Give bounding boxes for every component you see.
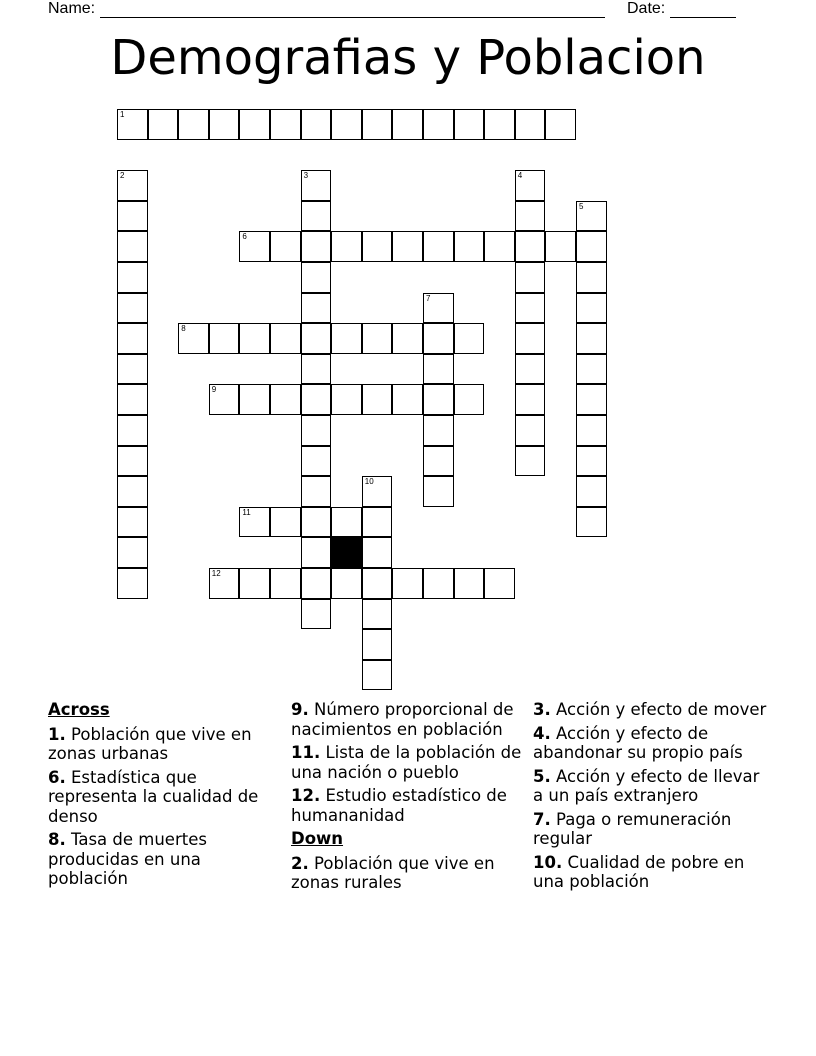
clue-text: Lista de la población de una nación o pueblo <box>291 743 522 782</box>
grid-cell[interactable] <box>576 201 607 232</box>
clue-item <box>533 810 769 849</box>
grid-cell[interactable] <box>362 231 393 262</box>
clue-text: Población que vive en zonas urbanas <box>48 724 252 763</box>
clue-item <box>533 853 769 892</box>
grid-cell[interactable] <box>117 323 148 354</box>
grid-cell[interactable] <box>484 231 515 262</box>
grid-cell[interactable] <box>362 476 393 507</box>
clue-number-label: 9. <box>291 700 309 719</box>
clue-number-label: 3. <box>533 700 551 719</box>
clue-number: 5 <box>579 201 584 211</box>
grid-cell[interactable] <box>301 170 332 201</box>
grid-cell[interactable] <box>301 507 332 538</box>
grid-cell[interactable] <box>270 384 301 415</box>
clue-item <box>533 700 769 720</box>
grid-cell[interactable] <box>545 109 576 140</box>
grid-cell[interactable] <box>117 384 148 415</box>
grid-cell[interactable] <box>392 323 423 354</box>
clue-item <box>291 786 527 825</box>
grid-cell[interactable] <box>515 384 546 415</box>
clue-number-label: 8. <box>48 830 66 849</box>
grid-cell[interactable] <box>301 323 332 354</box>
grid-cell[interactable] <box>117 476 148 507</box>
grid-cell[interactable] <box>392 568 423 599</box>
grid-cell[interactable] <box>239 231 270 262</box>
grid-cell[interactable] <box>117 507 148 538</box>
grid-cell[interactable] <box>362 109 393 140</box>
grid-cell[interactable] <box>301 568 332 599</box>
grid-cell[interactable] <box>301 293 332 324</box>
grid-cell[interactable] <box>545 231 576 262</box>
grid-cell[interactable] <box>515 262 546 293</box>
clue-number: 3 <box>303 171 309 181</box>
clue-text: Acción y efecto de abandonar su propio país <box>533 723 743 762</box>
grid-cell[interactable] <box>239 384 270 415</box>
grid-cell[interactable] <box>270 231 301 262</box>
grid-cell[interactable] <box>515 170 546 201</box>
page-title: Demografias y Poblacion <box>110 30 706 86</box>
grid-cell[interactable] <box>423 323 454 354</box>
grid-cell[interactable] <box>301 599 332 630</box>
grid-cell[interactable] <box>392 384 423 415</box>
grid-cell[interactable] <box>209 323 240 354</box>
grid-cell[interactable] <box>423 476 454 507</box>
grid-cell[interactable] <box>331 507 362 538</box>
grid-cell[interactable] <box>178 323 209 354</box>
section-heading: Across <box>48 700 110 719</box>
grid-cell[interactable] <box>301 201 332 232</box>
grid-cell[interactable] <box>331 323 362 354</box>
grid-cell[interactable] <box>576 415 607 446</box>
grid-cell[interactable] <box>362 507 393 538</box>
grid-cell[interactable] <box>576 262 607 293</box>
grid-cell[interactable] <box>484 109 515 140</box>
grid-cell[interactable] <box>423 109 454 140</box>
clue-number-label: 11. <box>291 743 321 762</box>
clue-number: 2 <box>120 171 125 181</box>
grid-cell[interactable] <box>454 323 485 354</box>
grid-cell[interactable] <box>239 323 270 354</box>
clue-text: Tasa de muertes producidas en una población <box>48 830 207 888</box>
clue-number: 12 <box>211 569 221 578</box>
name-label: Name: <box>48 0 96 17</box>
grid-cell[interactable] <box>117 537 148 568</box>
grid-cell[interactable] <box>209 109 240 140</box>
grid-cell[interactable] <box>423 568 454 599</box>
grid-cell[interactable] <box>576 384 607 415</box>
grid-cell[interactable] <box>423 293 454 324</box>
clue-number-label: 2. <box>291 853 309 873</box>
clue-number-label: 5. <box>533 766 551 786</box>
clue-item <box>291 700 527 739</box>
grid-cell[interactable] <box>117 231 148 262</box>
grid-cell[interactable] <box>239 507 270 538</box>
clue-number: 4 <box>517 171 523 181</box>
grid-cell[interactable] <box>423 231 454 262</box>
grid-cell[interactable] <box>270 323 301 354</box>
grid-cell[interactable] <box>362 568 393 599</box>
grid-cell[interactable] <box>454 568 485 599</box>
grid-cell[interactable] <box>117 170 148 201</box>
grid-cell[interactable] <box>423 446 454 477</box>
clue-column-1 <box>48 700 284 893</box>
clue-column-3 <box>533 700 769 896</box>
grid-cell[interactable] <box>392 109 423 140</box>
clue-number: 10 <box>364 477 374 487</box>
grid-cell[interactable] <box>362 660 393 691</box>
grid-cell[interactable] <box>515 231 546 262</box>
clue-number: 11 <box>242 507 251 517</box>
grid-cell[interactable] <box>362 323 393 354</box>
grid-cell[interactable] <box>117 201 148 232</box>
grid-cell[interactable] <box>515 109 546 140</box>
grid-cell[interactable] <box>331 231 362 262</box>
clue-number-label: 6. <box>48 767 66 787</box>
grid-cell[interactable] <box>301 109 332 140</box>
grid-cell[interactable] <box>515 293 546 324</box>
grid-cell[interactable] <box>301 231 332 262</box>
grid-cell[interactable] <box>392 231 423 262</box>
grid-cell[interactable] <box>301 262 332 293</box>
grid-cell[interactable] <box>423 384 454 415</box>
grid-cell[interactable] <box>301 354 332 385</box>
section-heading: Down <box>291 829 344 848</box>
grid-cell[interactable] <box>515 415 546 446</box>
grid-cell[interactable] <box>270 507 301 538</box>
grid-cell[interactable] <box>117 446 148 477</box>
grid-cell[interactable] <box>576 476 607 507</box>
clue-text: Estadística que representa la cualidad de denso <box>48 767 259 826</box>
grid-cell[interactable] <box>331 109 362 140</box>
grid-cell[interactable] <box>454 384 485 415</box>
clue-item <box>533 724 769 763</box>
clue-item <box>48 725 284 764</box>
grid-cell[interactable] <box>117 415 148 446</box>
grid-cell[interactable] <box>515 354 546 385</box>
grid-cell[interactable] <box>576 446 607 477</box>
grid-cell[interactable] <box>515 323 546 354</box>
grid-cell[interactable] <box>484 568 515 599</box>
grid-cell[interactable] <box>423 415 454 446</box>
grid-cell[interactable] <box>239 568 270 599</box>
grid-cell[interactable] <box>331 384 362 415</box>
grid-cell[interactable] <box>576 354 607 385</box>
grid-cell[interactable] <box>362 384 393 415</box>
grid-cell[interactable] <box>362 537 393 568</box>
grid-cell[interactable] <box>117 262 148 293</box>
grid-cell[interactable] <box>576 231 607 262</box>
grid-cell[interactable] <box>117 354 148 385</box>
clue-text: Número proporcional de nacimientos en población <box>291 700 514 739</box>
grid-cell[interactable] <box>209 568 240 599</box>
grid-cell[interactable] <box>362 599 393 630</box>
clue-number-label: 7. <box>533 809 551 829</box>
date-label: Date: <box>627 0 666 17</box>
clue-number: 6 <box>242 232 247 242</box>
clue-text: Paga o remuneración regular <box>533 809 732 848</box>
clue-number: 8 <box>181 324 186 334</box>
clue-item <box>291 854 527 893</box>
clue-number: 7 <box>426 293 431 303</box>
grid-cell[interactable] <box>270 109 301 140</box>
clue-text: Acción y efecto de llevar a un país extranjero <box>533 766 760 805</box>
clue-text: Acción y efecto de mover <box>556 700 767 719</box>
grid-cell[interactable] <box>301 537 332 568</box>
grid-cell[interactable] <box>576 507 607 538</box>
clue-item <box>533 767 769 806</box>
grid-cell[interactable] <box>515 201 546 232</box>
grid-cell[interactable] <box>270 568 301 599</box>
clue-number-label: 10. <box>533 852 563 872</box>
black-cell <box>331 537 362 568</box>
clue-item <box>48 830 284 889</box>
grid-cell[interactable] <box>454 109 485 140</box>
clue-item <box>48 768 284 827</box>
grid-cell[interactable] <box>454 231 485 262</box>
grid-cell[interactable] <box>117 293 148 324</box>
grid-cell[interactable] <box>117 568 148 599</box>
grid-cell[interactable] <box>515 446 546 477</box>
grid-cell[interactable] <box>362 629 393 660</box>
grid-cell[interactable] <box>331 568 362 599</box>
grid-cell[interactable] <box>178 109 209 140</box>
grid-cell[interactable] <box>301 446 332 477</box>
grid-cell[interactable] <box>301 415 332 446</box>
grid-cell[interactable] <box>301 476 332 507</box>
grid-cell[interactable] <box>209 384 240 415</box>
clue-number: 1 <box>120 110 125 119</box>
grid-cell[interactable] <box>423 354 454 385</box>
grid-cell[interactable] <box>301 384 332 415</box>
grid-cell[interactable] <box>117 109 148 140</box>
clue-number-label: 4. <box>533 723 551 743</box>
grid-cell[interactable] <box>239 109 270 140</box>
clue-number-label: 12. <box>291 786 321 805</box>
grid-cell[interactable] <box>576 323 607 354</box>
clue-text: Población que vive en zonas rurales <box>291 853 495 892</box>
clue-text: Cualidad de pobre en una población <box>533 852 745 891</box>
grid-cell[interactable] <box>576 293 607 324</box>
clue-number: 9 <box>211 385 217 395</box>
clue-text: Estudio estadístico de humananidad <box>291 786 507 825</box>
grid-cell[interactable] <box>148 109 179 140</box>
clue-number-label: 1. <box>48 724 66 744</box>
clue-column-2 <box>291 700 527 897</box>
clue-item <box>291 743 527 782</box>
